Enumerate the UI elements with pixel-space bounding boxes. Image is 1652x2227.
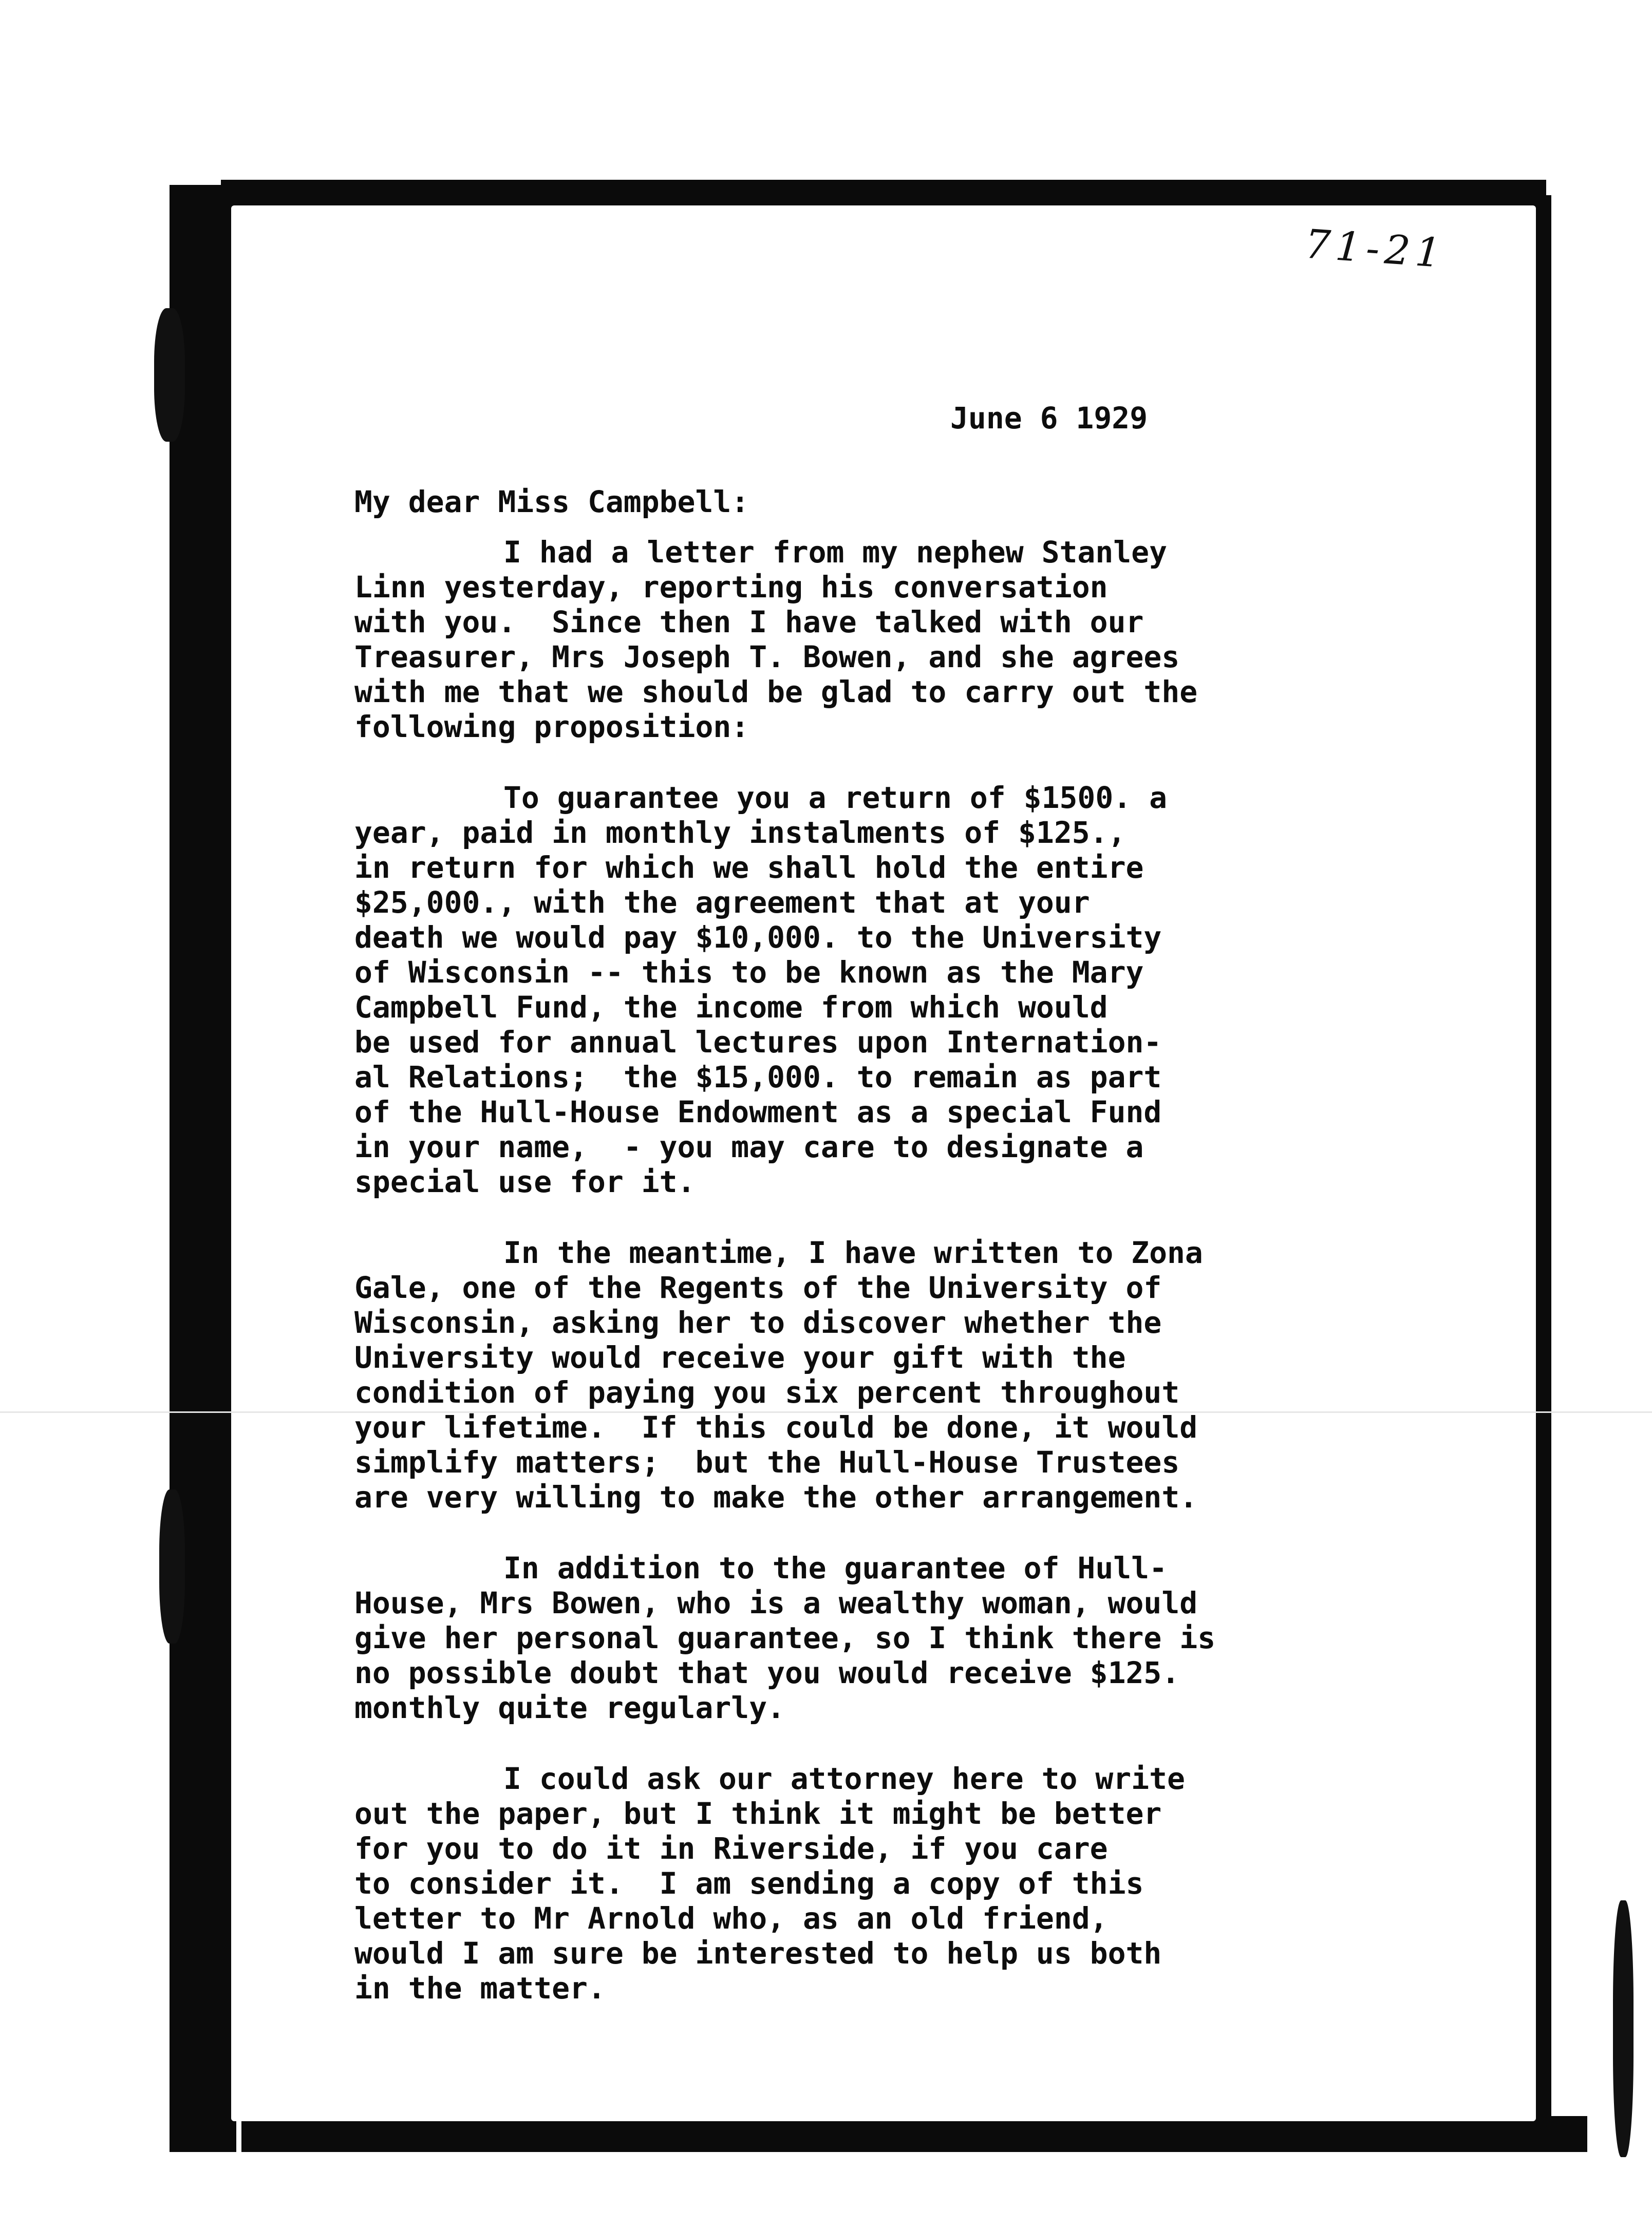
paragraph-line: $25,000., with the agreement that at your	[354, 885, 1090, 920]
paragraph-line: be used for annual lectures upon Internation-	[354, 1025, 1162, 1060]
paragraph-line: of the Hull-House Endowment as a special Fund	[354, 1094, 1162, 1129]
paragraph-line: Wisconsin, asking her to discover whether the	[354, 1305, 1162, 1340]
paragraph	[354, 1761, 1372, 2006]
paragraph-line: with me that we should be glad to carry out the	[354, 674, 1198, 709]
paragraph-line: year, paid in monthly instalments of $125.,	[354, 815, 1126, 850]
paragraph-line: to consider it. I am sending a copy of this	[354, 1866, 1144, 1901]
letter-date: June 6 1929	[950, 401, 1148, 436]
paragraph-line: Gale, one of the Regents of the University of	[354, 1270, 1162, 1305]
paragraph-line: of Wisconsin -- this to be known as the Mary	[354, 955, 1144, 990]
paragraph-line: simplify matters; but the Hull-House Trustees	[354, 1445, 1180, 1480]
paragraph-line: give her personal guarantee, so I think there is	[354, 1620, 1216, 1655]
paragraph-line: Linn yesterday, reporting his conversation	[354, 570, 1108, 605]
paragraph-line: In the meantime, I have written to Zona	[503, 1235, 1203, 1270]
paragraph-line: in your name, - you may care to designate a	[354, 1129, 1144, 1164]
paragraph-line: House, Mrs Bowen, who is a wealthy woman, would	[354, 1586, 1198, 1620]
paragraph-line: I had a letter from my nephew Stanley	[503, 535, 1168, 570]
paragraph-line: in return for which we shall hold the entire	[354, 850, 1144, 885]
paragraph-line: no possible doubt that you would receive $125.	[354, 1655, 1180, 1690]
paragraph-line: out the paper, but I think it might be better	[354, 1796, 1162, 1831]
paragraphs	[354, 535, 1372, 2006]
paragraph-line: death we would pay $10,000. to the University	[354, 920, 1162, 955]
scan-smudge	[159, 1489, 185, 1644]
paragraph-line: in the matter.	[354, 1971, 606, 2006]
paragraph-line: your lifetime. If this could be done, it would	[354, 1410, 1198, 1445]
paragraph-line: are very willing to make the other arrangement.	[354, 1480, 1198, 1515]
paragraph-line: To guarantee you a return of $1500. a	[503, 780, 1168, 815]
paragraph-line: with you. Since then I have talked with our	[354, 605, 1144, 639]
scan-border-left	[170, 185, 236, 2152]
paragraph-line: al Relations; the $15,000. to remain as part	[354, 1060, 1162, 1094]
paragraph-line: following proposition:	[354, 709, 749, 744]
paragraph	[354, 1235, 1372, 1515]
salutation: My dear Miss Campbell:	[354, 484, 749, 519]
paragraph-line: Campbell Fund, the income from which would	[354, 990, 1108, 1025]
paragraph-line: condition of paying you six percent throughout	[354, 1375, 1180, 1410]
scan-border-bottom	[241, 2116, 1587, 2152]
paragraph-line: for you to do it in Riverside, if you care	[354, 1831, 1108, 1866]
paragraph	[354, 1551, 1372, 1725]
paragraph-line: would I am sure be interested to help us both	[354, 1936, 1162, 1971]
paragraph	[354, 780, 1372, 1199]
scan-smudge	[154, 308, 185, 442]
paragraph-line: letter to Mr Arnold who, as an old friend,	[354, 1901, 1108, 1936]
archive-number: 71-21	[1303, 221, 1448, 277]
paragraph-line: Treasurer, Mrs Joseph T. Bowen, and she agrees	[354, 639, 1180, 674]
paragraph-line: monthly quite regularly.	[354, 1690, 785, 1725]
paragraph-line: In addition to the guarantee of Hull-	[503, 1551, 1168, 1586]
paragraph-line: I could ask our attorney here to write	[503, 1761, 1185, 1796]
letter-body	[354, 401, 1372, 2042]
paragraph-line: University would receive your gift with the	[354, 1340, 1126, 1375]
paragraph-line: special use for it.	[354, 1164, 696, 1199]
paragraph	[354, 535, 1372, 744]
scan-smudge	[1613, 1900, 1634, 2157]
